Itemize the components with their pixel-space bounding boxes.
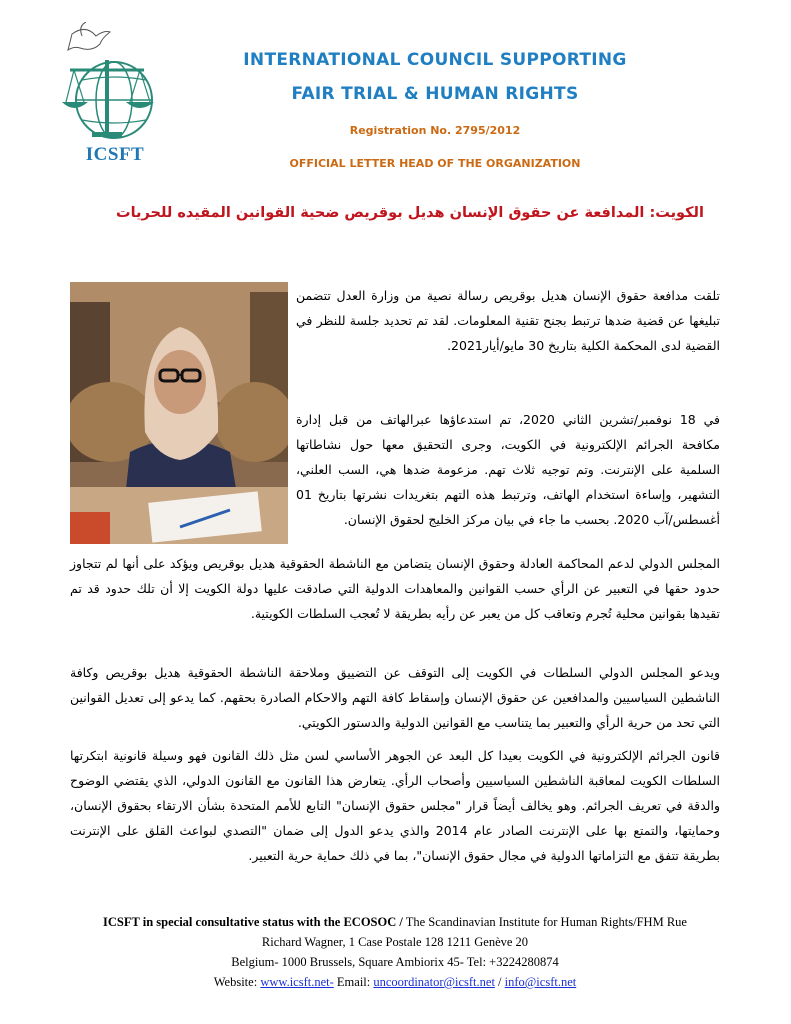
email-link-uncoordinator[interactable]: uncoordinator@icsft.net [373, 975, 495, 989]
org-name-line2: FAIR TRIAL & HUMAN RIGHTS [291, 84, 579, 104]
article-paragraph: المجلس الدولي لدعم المحاكمة العادلة وحقوق الإنسان يتضامن مع الناشطة الحقوقية هديل بوقريص ويؤكد على أنها لم تتجاوز حدود حقها في التعبير عن الرأي حسب القوانين والمعاهدات الدولية التي صادقت عليها دولة الكويت إلا أن تلك حدود قد تم تقيدها بقوانين محلية تُجرم وتعاقب كل من يعبر عن رأيه بطريقة لا تُعجب السلطات الكويتية. [70, 556, 720, 621]
email-label: Email: [333, 975, 374, 989]
website-label: Website: [213, 975, 261, 989]
registration-number: Registration No. 2795/2012 [349, 124, 521, 137]
dove-scales-globe-icon [52, 22, 162, 147]
org-name-line1: INTERNATIONAL COUNCIL SUPPORTING [243, 50, 627, 70]
website-link[interactable]: www.icsft.net- [260, 975, 334, 989]
woman-in-hijab-photo [70, 282, 288, 544]
email-separator: / [494, 975, 505, 989]
footer-contacts [90, 972, 700, 992]
logo-text: ICSFT [85, 144, 145, 165]
footer [90, 912, 700, 992]
article-paragraph: تلقت مدافعة حقوق الإنسان هديل بوقريص رسالة نصية من وزارة العدل تتضمن تبليغها عن قضية ضدها ترتبط بجنح تقنية المعلومات. لقد تم تحديد جلسة للنظر في القضية لدى المحكمة الكلية بتاريخ 30 مايو/أيار2021. [296, 288, 720, 353]
footer-consultative-status: ICSFT in special consultative status with the ECOSOC / [103, 915, 403, 929]
article-title: الكويت: المدافعة عن حقوق الإنسان هديل بوقريص ضحية القوانين المقيده للحريات [116, 205, 704, 221]
article-paragraph: ويدعو المجلس الدولي السلطات في الكويت إلى التوقف عن التضييق وملاحقة الناشطة الحقوقية هديل بوقريص وكافة الناشطين السياسيين والمدافعين عن حقوق الإنسان وإسقاط كافة التهم والاحكام الصادرة بحقهم. كما يدعو إلى تعديل القوانين التي تحد من حرية الرأي والتعبير بما يتناسب مع القوانين الدولية والدستور الكويتي. [70, 665, 720, 730]
footer-address-block [90, 912, 700, 952]
official-letterhead-label: OFFICIAL LETTER HEAD OF THE ORGANIZATION [289, 157, 581, 170]
article-paragraph: قانون الجرائم الإلكترونية في الكويت بعيدا كل البعد عن الجوهر الأساسي لسن مثل ذلك القانون فهو وسيلة قانونية ابتكرتها السلطات الكويت لمعاقبة الناشطين السياسيين وأصحاب الرأي. يتعارض هذا القانون مع القانون الدولي، الذي يقتضي الوضوح والدقة في تعريف الجرائم. وهو يخالف أيضاً قرار "مجلس حقوق الإنسان" التابع للأمم المتحدة بشأن الارتقاء بحقوق الإنسان، وحمايتها، والتمتع بها على الإنترنت الصادر عام 2014 والذي يدعو الدول إلى ضمان "التصدي لبواعث القلق على الإنترنت بطريقة تتفق مع التزاماتها الدولية في مجال حقوق الإنسان"، بما في ذلك حماية حرية التعبير. [70, 748, 720, 863]
footer-address: The Scandinavian Institute for Human Rights/FHM Rue Richard Wagner, 1 Case Postale 128 1211 Genève 20 [261, 915, 687, 949]
article-paragraph: في 18 نوفمبر/تشرين الثاني 2020، تم استدعاؤها عبرالهاتف من قبل إدارة مكافحة الجرائم الإلكترونية في الكويت، وجرى التحقيق معها حول نشاطاتها السلمية على الإنترنت. وتم توجيه ثلاث تهم. مزعومة ضدها هي، السب العلني، التشهير، وإساءة استخدام الهاتف، وترتبط هذه التهم بتغريدات نشرتها بتاريخ 01 أغسطس/آب 2020. بحسب ما جاء في بيان مركز الخليج لحقوق الإنسان. [296, 412, 720, 527]
email-link-info[interactable]: info@icsft.net [504, 975, 577, 989]
photo-illustration [70, 282, 288, 544]
footer-address-line3: Belgium- 1000 Brussels, Square Ambiorix 45- Tel: +3224280874 [231, 955, 559, 969]
